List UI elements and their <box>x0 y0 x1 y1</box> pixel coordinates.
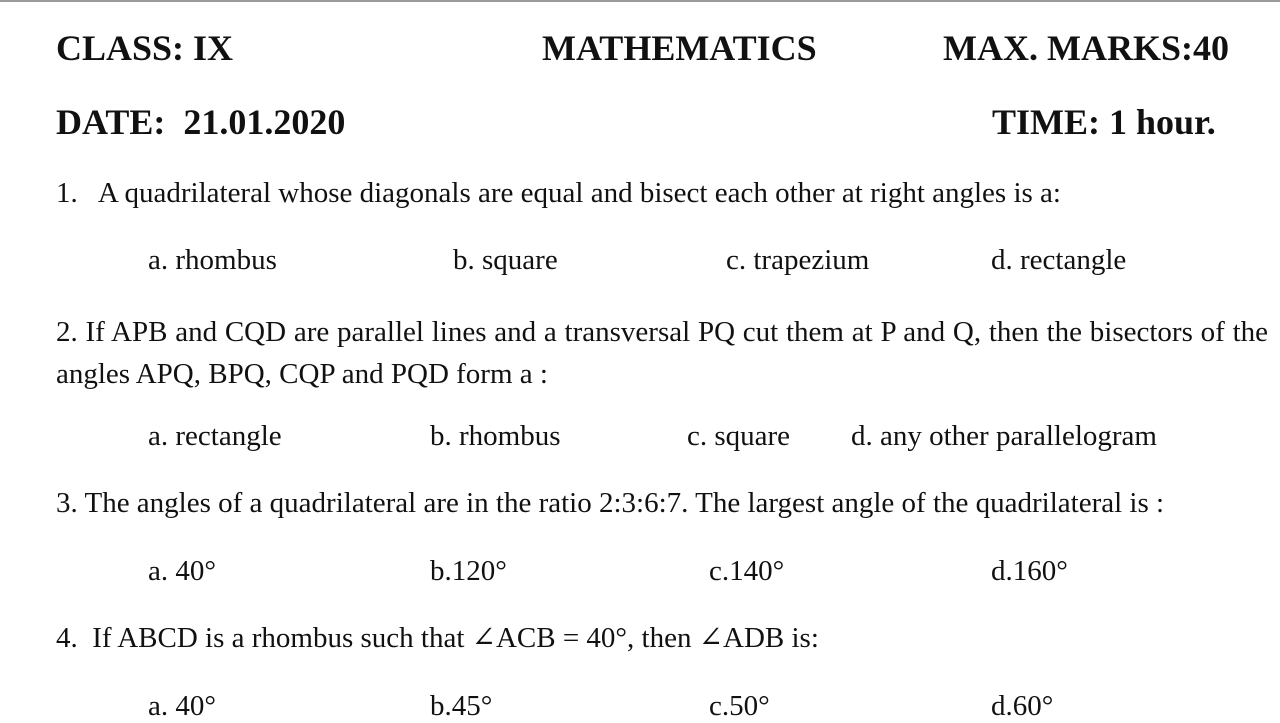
question-2-option-b: b. rhombus <box>430 420 561 452</box>
question-3-option-b: b.120° <box>430 555 507 587</box>
question-1-text: 1. A quadrilateral whose diagonals are equal and bisect each other at right angles is a: <box>56 177 1061 209</box>
exam-time: TIME: 1 hour. <box>992 102 1216 142</box>
question-3-option-d: d.160° <box>991 555 1068 587</box>
question-1-option-d: d. rectangle <box>991 244 1127 276</box>
question-1-option-c: c. trapezium <box>726 244 870 276</box>
question-4-option-c: c.50° <box>709 690 770 722</box>
question-2-option-d: d. any other parallelogram <box>851 420 1157 452</box>
exam-date: DATE: 21.01.2020 <box>56 102 346 142</box>
class-label: CLASS: IX <box>56 28 234 68</box>
question-3-text: 3. The angles of a quadrilateral are in the ratio 2:3:6:7. The largest angle of the quadrilateral is : <box>56 487 1165 519</box>
question-3-option-c: c.140° <box>709 555 785 587</box>
question-4-option-d: d.60° <box>991 690 1054 722</box>
question-2-text: 2. If APB and CQD are parallel lines and a transversal PQ cut them at P and Q, then the bisectors of the angles APQ, BPQ, CQP and PQD form a : <box>56 316 1268 390</box>
question-3-option-a: a. 40° <box>148 555 216 587</box>
question-4-option-b: b.45° <box>430 690 493 722</box>
subject-title: MATHEMATICS <box>542 28 817 68</box>
question-4-option-a: a. 40° <box>148 690 216 722</box>
question-1-option-a: a. rhombus <box>148 244 277 276</box>
question-1-option-b: b. square <box>453 244 558 276</box>
question-2-option-a: a. rectangle <box>148 420 282 452</box>
max-marks: MAX. MARKS:40 <box>943 28 1229 68</box>
question-2-option-c: c. square <box>687 420 791 452</box>
question-4-text: 4. If ABCD is a rhombus such that ∠ACB = 40°, then ∠ADB is: <box>56 622 819 654</box>
top-border-line <box>0 0 1280 2</box>
